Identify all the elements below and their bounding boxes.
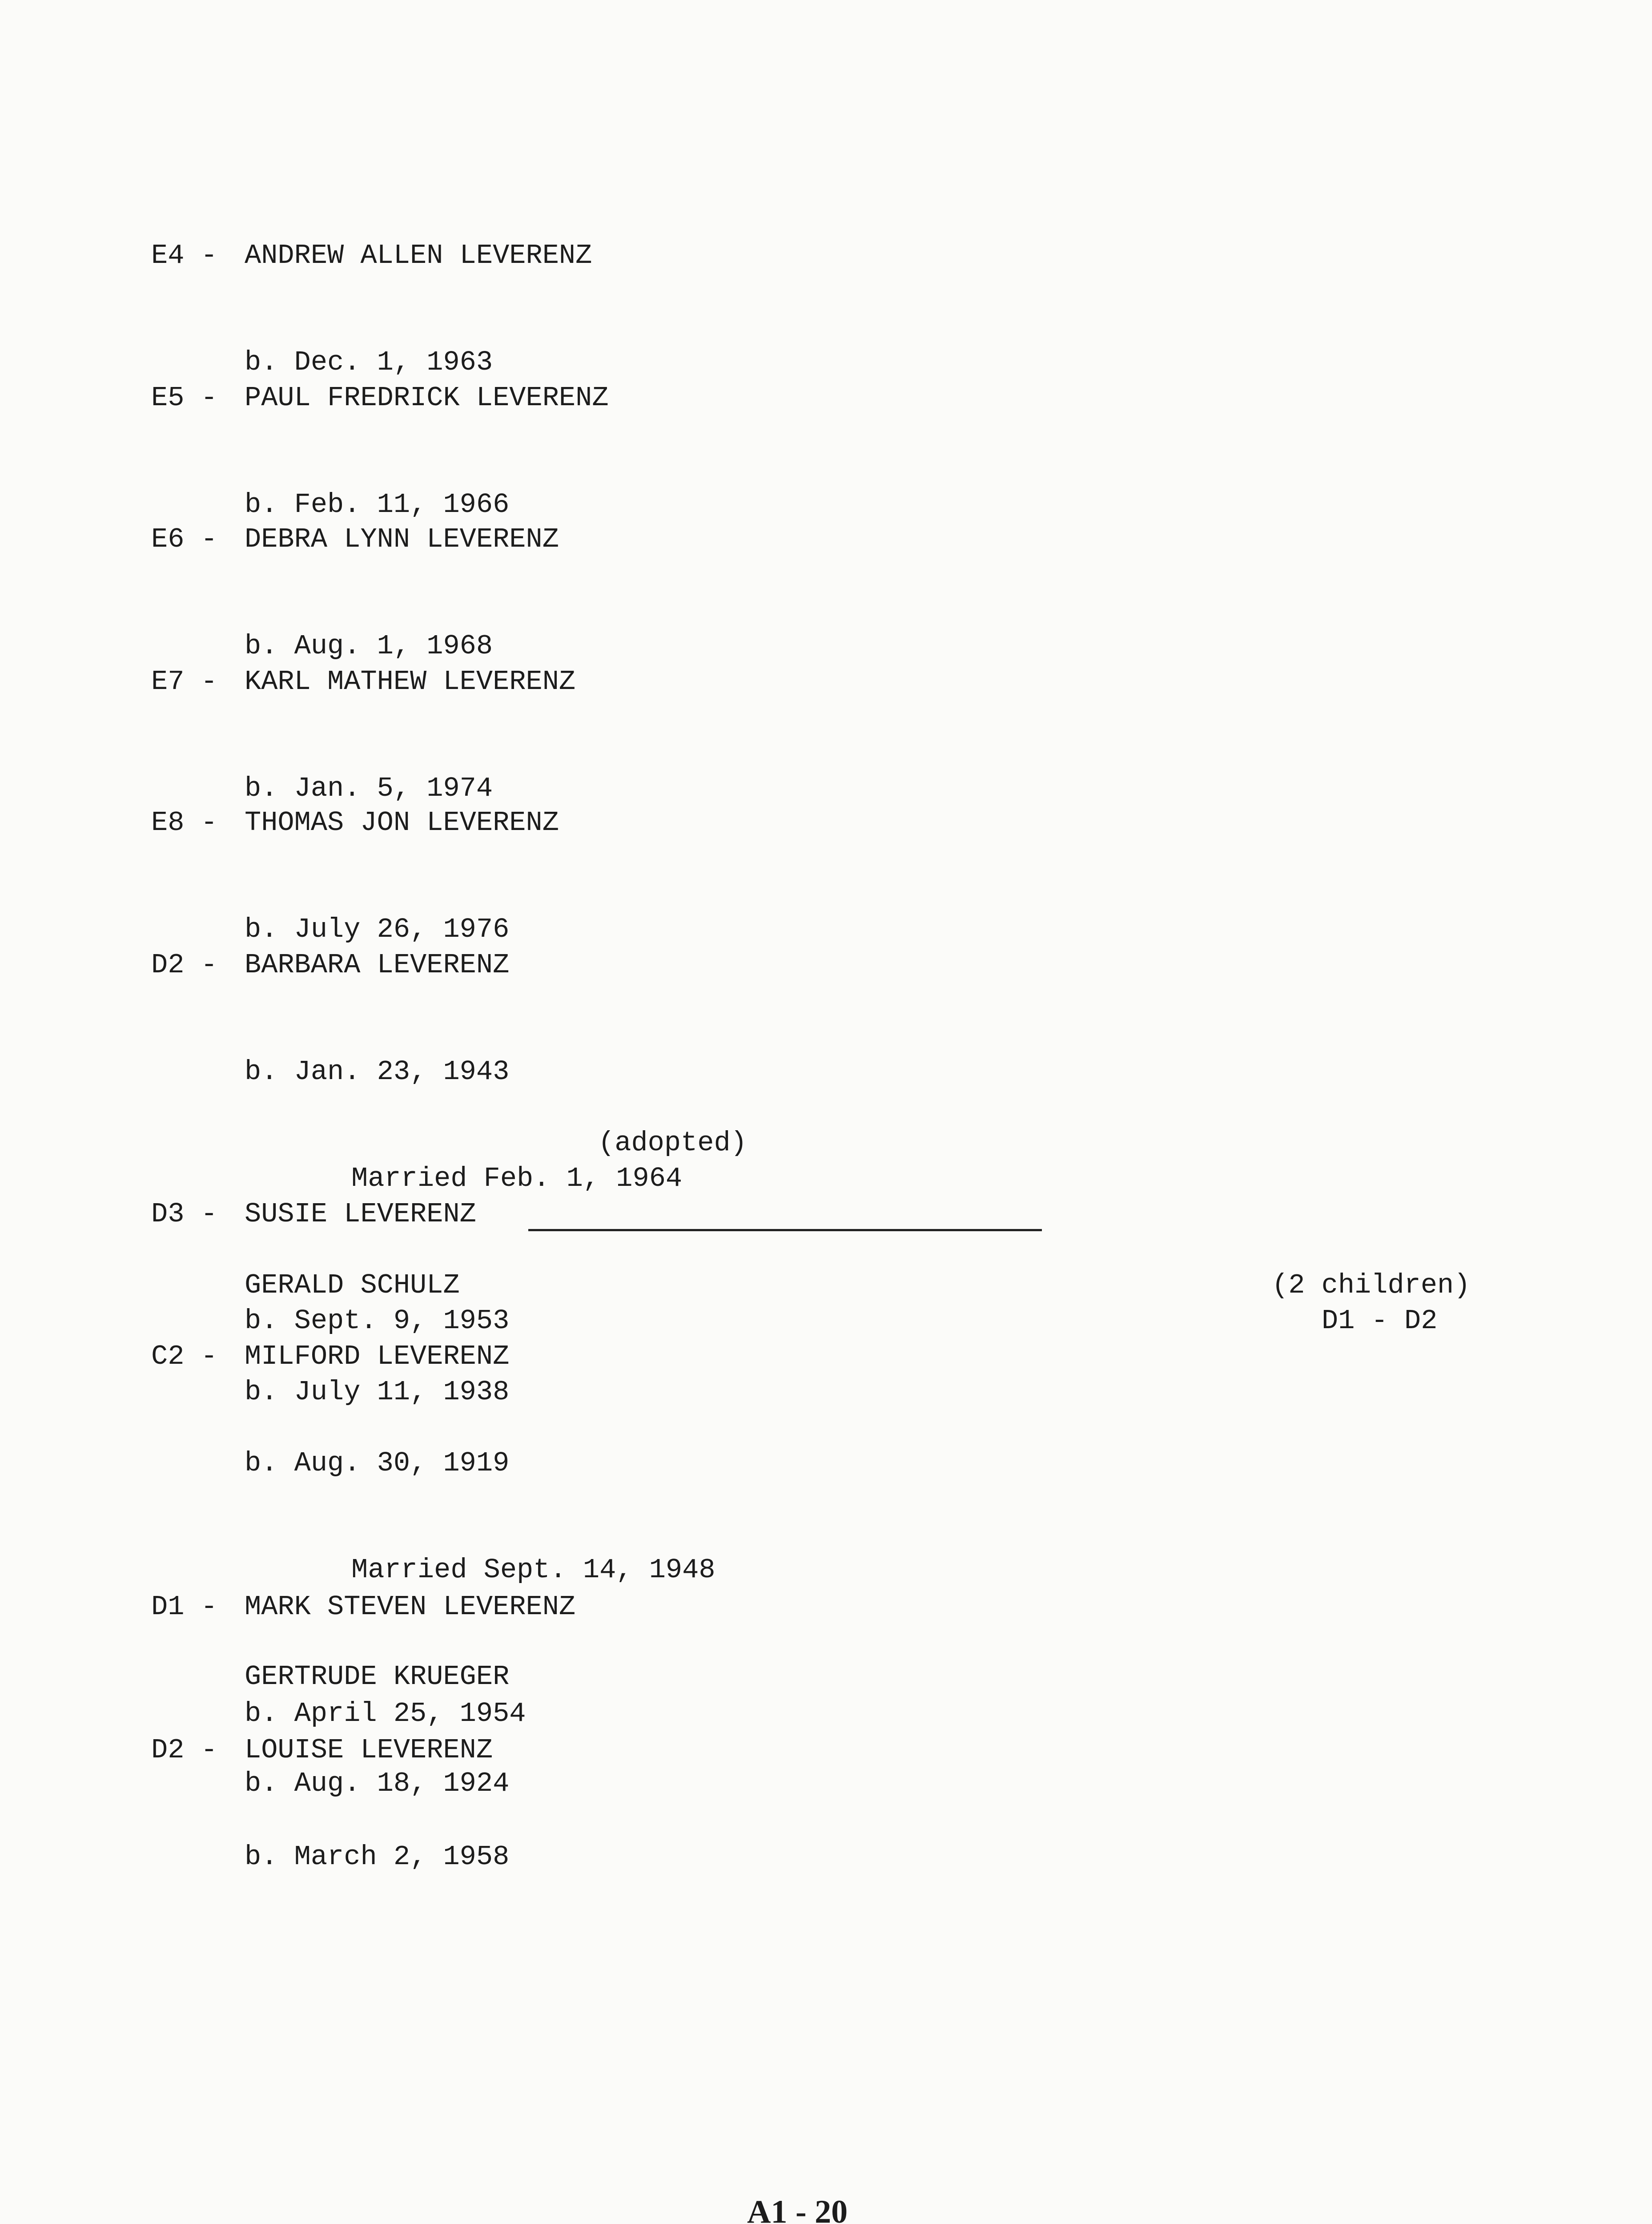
entry-name: MILFORD LEVERENZ (245, 1341, 510, 1372)
marriage-date: Married Sept. 14, 1948 (351, 1554, 715, 1586)
entry-id: D3 - (151, 1198, 234, 1230)
adopted-note: (adopted) (598, 1127, 747, 1159)
children-range-note: D1 - D2 (1322, 1305, 1438, 1337)
section-divider (528, 1229, 1042, 1231)
entry-id: E6 - (151, 524, 234, 555)
entry-id: D2 - (151, 1734, 234, 1766)
entry-id: D1 - (151, 1591, 234, 1623)
entry-birth: b. Jan. 23, 1943 (245, 1056, 510, 1088)
children-count-note: (2 children) (1272, 1269, 1471, 1301)
entry-d2-louise (151, 1661, 509, 1946)
entry-id: D2 - (151, 949, 234, 981)
entry-id: E4 - (151, 240, 234, 271)
entry-id: E7 - (151, 666, 234, 697)
entry-name: KARL MATHEW LEVERENZ (245, 666, 576, 697)
entry-name: PAUL FREDRICK LEVERENZ (245, 382, 609, 414)
entry-name: SUSIE LEVERENZ (245, 1198, 476, 1230)
entry-birth: b. Aug. 30, 1919 (245, 1447, 510, 1479)
entry-name: MARK STEVEN LEVERENZ (245, 1591, 576, 1623)
entry-id: E8 - (151, 807, 234, 838)
page-number: A1 - 20 (747, 2194, 848, 2224)
spouse-name: GERALD SCHULZ (245, 1269, 460, 1301)
entry-name: DEBRA LYNN LEVERENZ (245, 524, 559, 555)
entry-birth: b. Dec. 1, 1963 (245, 346, 493, 378)
entry-birth: b. April 25, 1954 (245, 1698, 526, 1729)
spouse-name: GERTRUDE KRUEGER (245, 1661, 510, 1692)
entry-birth: b. March 2, 1958 (245, 1841, 510, 1873)
entry-birth: b. Feb. 11, 1966 (245, 489, 510, 520)
spouse-birth: b. Aug. 18, 1924 (245, 1768, 510, 1799)
entry-name: THOMAS JON LEVERENZ (245, 807, 559, 838)
marriage-date: Married Feb. 1, 1964 (351, 1163, 683, 1194)
entry-id: C2 - (151, 1341, 234, 1372)
entry-birth: b. Jan. 5, 1974 (245, 773, 493, 804)
entry-id: E5 - (151, 382, 234, 414)
entry-birth: b. Sept. 9, 1953 (245, 1305, 510, 1337)
entry-birth: b. July 26, 1976 (245, 914, 510, 945)
entry-name: LOUISE LEVERENZ (245, 1734, 493, 1766)
entry-birth: b. Aug. 1, 1968 (245, 630, 493, 662)
spouse-birth: b. July 11, 1938 (245, 1376, 510, 1408)
entry-name: BARBARA LEVERENZ (245, 949, 510, 981)
entry-name: ANDREW ALLEN LEVERENZ (245, 240, 592, 271)
